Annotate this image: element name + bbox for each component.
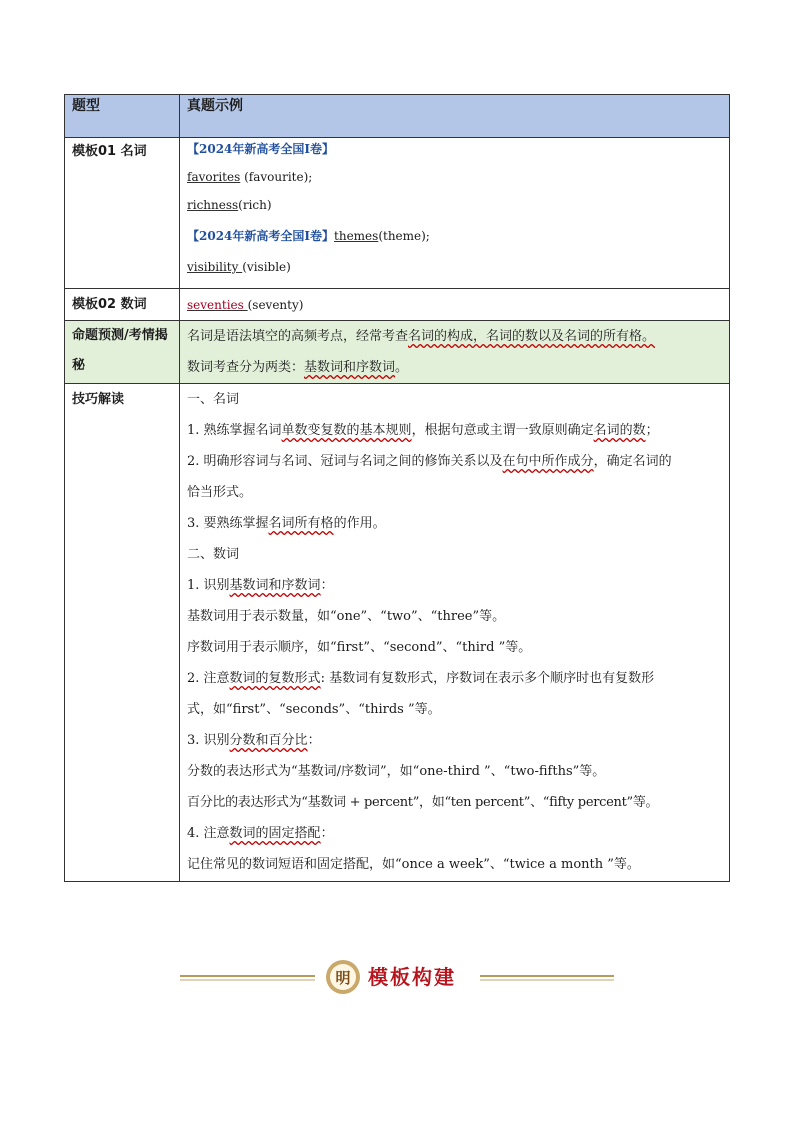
noun-line-2 [187, 164, 722, 190]
exam-source: 【2024年新高考全国Ⅰ卷】 [187, 142, 335, 156]
noun-line-3 [187, 190, 722, 221]
hint-seventy: (seventy) [247, 297, 304, 312]
answer-visibility: visibility [187, 260, 243, 274]
skill-noun-2-cont: 恰当形式。 [187, 485, 253, 500]
k: 单数变复数的基本规则 [281, 423, 412, 438]
exam-source-2: 【2024年新高考全国Ⅰ卷】 [187, 229, 335, 243]
predict-text-1: 名词是语法填空的高频考点，经常考查 [187, 329, 409, 344]
t: 1. 熟练掌握名词 [187, 423, 282, 438]
predict-text-2: 数词考查分为两类： [187, 360, 305, 375]
predict-key-2: 基数词和序数词 [304, 360, 396, 375]
t: : 基数词有复数形式，序数词在表示多个顺序时也有复数形 [320, 671, 655, 686]
skill-noun-2 [187, 446, 722, 477]
k: 在句中所作成分 [502, 454, 594, 469]
noun-line-5 [187, 252, 722, 283]
predict-line-1 [187, 321, 722, 352]
template-table [64, 94, 730, 882]
skill-num-3-fraction: 分数的表达形式为“基数词/序数词”，如“one-third ”、“two-fifths”等。 [187, 764, 606, 779]
label-predict: 命题预测/考情揭秘 [65, 321, 180, 384]
k: 名词的数 [593, 423, 646, 438]
label-noun: 模板01 名词 [65, 138, 180, 289]
row-predict [65, 321, 730, 384]
t: 3. 要熟练掌握 [187, 516, 269, 531]
noun-line-4 [187, 221, 722, 252]
skill-num-4 [187, 818, 722, 849]
t: 4. 注意 [187, 826, 230, 841]
skill-num-1-ordinal: 序数词用于表示顺序，如“first”、“second”、“third ”等。 [187, 640, 532, 655]
answer-richness: richness [187, 198, 239, 212]
skill-num-1 [187, 570, 722, 601]
row-skills [65, 384, 730, 882]
t: 2. 注意 [187, 671, 230, 686]
skill-num-2-cont: 式，如“first”、“seconds”、“thirds ”等。 [187, 702, 441, 717]
skill-num-2 [187, 663, 722, 694]
hint-theme: (theme); [378, 229, 430, 243]
answer-favorites: favorites [187, 170, 241, 184]
row-numeral [65, 289, 730, 321]
content-numeral [180, 289, 730, 321]
k: 基数词和序数词 [229, 578, 321, 593]
answer-seventies: seventies [187, 297, 248, 312]
row-noun [65, 138, 730, 289]
t: ，确定名词的 [593, 454, 672, 469]
banner-title: 模板构建 [368, 965, 456, 989]
k: 数词的固定搭配 [229, 826, 321, 841]
hint-favorite: (favourite); [240, 170, 313, 184]
t: ： [307, 733, 321, 748]
t: ； [645, 423, 659, 438]
t: ，根据句意或主谓一致原则确定 [411, 423, 594, 438]
t: 2. 明确形容词与名词、冠词与名词之间的修饰关系以及 [187, 454, 503, 469]
section-numeral-heading: 二、数词 [187, 547, 240, 562]
content-predict [180, 321, 730, 384]
content-noun [180, 138, 730, 289]
t: 的作用。 [333, 516, 386, 531]
skill-noun-1 [187, 415, 722, 446]
section-noun-heading: 一、名词 [187, 392, 240, 407]
k: 名词所有格 [268, 516, 334, 531]
t: ： [320, 578, 334, 593]
t: 1. 识别 [187, 578, 230, 593]
skill-num-4-example: 记住常见的数词短语和固定搭配，如“once a week”、“twice a month ”等。 [187, 857, 640, 872]
predict-key-1: 名词的构成，名词的数以及名词的所有格。 [408, 329, 656, 344]
hint-visible: (visible) [242, 260, 291, 274]
k: 数词的复数形式 [229, 671, 321, 686]
skill-num-1-cardinal: 基数词用于表示数量，如“one”、“two”、“three”等。 [187, 609, 506, 624]
label-skills: 技巧解读 [65, 384, 180, 882]
badge-char: 明 [335, 969, 351, 987]
noun-line-1 [187, 138, 722, 164]
t: ： [320, 826, 334, 841]
table-header-row [65, 95, 730, 138]
predict-line-2 [187, 352, 722, 383]
section-banner [180, 955, 614, 1001]
t: 3. 识别 [187, 733, 230, 748]
predict-end: 。 [395, 360, 409, 375]
header-type: 题型 [65, 95, 180, 138]
skill-num-3-percent: 百分比的表达形式为“基数词 + percent”，如“ten percent”、“fifty percent”等。 [187, 795, 659, 810]
skill-num-3 [187, 725, 722, 756]
numeral-line [187, 298, 303, 312]
hint-rich: (rich) [238, 198, 272, 212]
header-example: 真题示例 [180, 95, 730, 138]
label-numeral: 模板02 数词 [65, 289, 180, 321]
content-skills [180, 384, 730, 882]
answer-themes: themes [334, 229, 379, 243]
skill-noun-3 [187, 508, 722, 539]
k: 分数和百分比 [229, 733, 308, 748]
